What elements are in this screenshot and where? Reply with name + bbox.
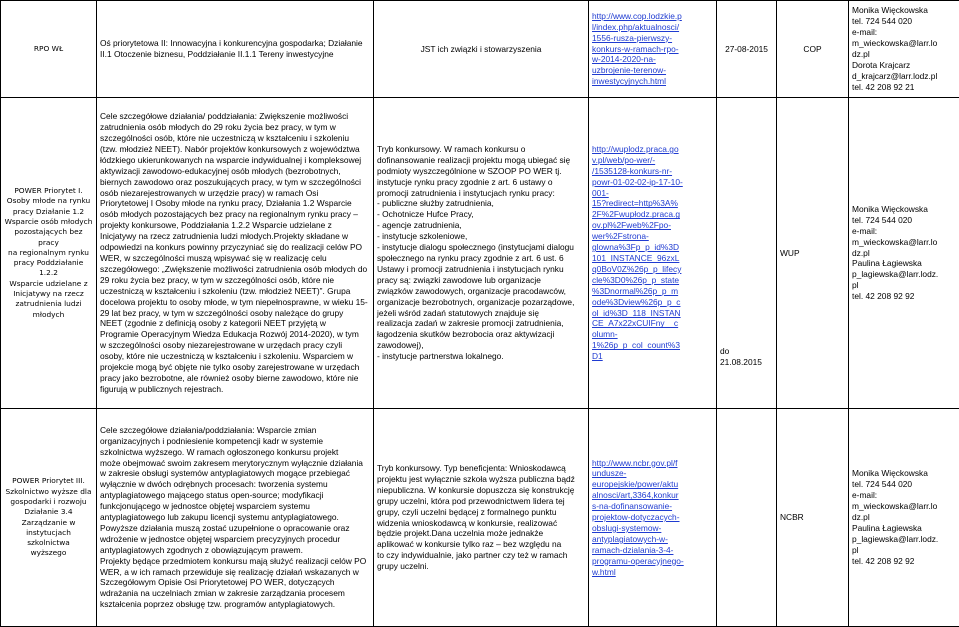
deadline-cell <box>717 409 777 627</box>
program-cell: POWER Priorytet III. Szkolnictwo wyższe dla gospodarki i rozwoju Działanie 3.4 Zarządzanie w instytucjach szkolnictwa wyższego <box>1 409 97 627</box>
deadline-cell: do 21.08.2015 <box>717 98 777 409</box>
table-row <box>1 98 959 409</box>
institution-cell: COP <box>777 1 849 98</box>
recipients-cell: Tryb konkursowy. W ramach konkursu o dofinansowanie realizacji projektu mogą ubiegać się podmioty wyszczególnione w SZOOP PO WER tj. instytucje rynku pracy zgodnie z art. 6 ustawy o promocji zatrudnienia i instytucjach rynku pracy: - publiczne służby zatrudnienia, - Ochotnicze Hufce Pracy, - agencje zatrudnienia, - instytucje szkoleniowe, - instytucje dialogu społecznego (instytucjami dialogu społecznego na rynku pracy zgodnie z art. 6 ust. 6 Ustawy i promocji zatrudnienia i instytucjach rynku pracy są: związki zawodowe lub organizacje związków zawodowych, organizacje pracodawców, organizacje bezrobotnych, organizacje pozarządowe, jeżeli wśród zadań statutowych znajduje się realizacja zadań w zakresie promocji zatrudnienia, łagodzenia skutków bezrobocia oraz aktywizacji zawodowej), - instytucje partnerstwa lokalnego. <box>374 98 589 409</box>
call-link[interactable]: http://www.cop.lodzkie.p l/index.php/aktualnosci/ 1556-rusza-pierwszy- konkurs-w-ramach-rpo- w-2014-2020-na- uzbrojenie-terenow- inwestycyjnych.html <box>589 1 717 98</box>
contact-cell: Monika Więckowska tel. 724 544 020 e-mail: m_wieckowska@larr.lo dz.pl Paulina Łagiewska p_lagiewska@larr.lodz. pl tel. 42 208 92 92 <box>849 409 959 627</box>
table-row <box>1 409 959 627</box>
call-link[interactable]: http://wuplodz.praca.go v.pl/web/po-wer/- /1535128-konkurs-nr- powr-01-02-02-ip-17-10- 001- 15?redirect=http%3A% 2F%2Fwupłodz.praca.g ov.pl%2Fweb%2Fpo- wer%2Fstrona- glowna%3Fp_p_id%3D 101_INSTANCE_96zxL q0BoV0Z%26p_p_lifecy cle%3D0%26p_p_state %3Dnormal%26p_p_m ode%3Dview%26p_p_c ol_id%3D_118_INSTAN CE_A7x22xCUIFny__c olumn- 1%26p_p_col_count%3 D1 <box>589 98 717 409</box>
contact-cell: Monika Więckowska tel. 724 544 020 e-mail: m_wieckowska@larr.lo dz.pl Paulina Łagiewska p_lagiewska@larr.lodz. pl tel. 42 208 92 92 <box>849 98 959 409</box>
contact-cell: Monika Więckowska tel. 724 544 020 e-mail: m_wieckowska@larr.lo dz.pl Dorota Krajcarz d_krajcarz@larr.lodz.pl tel. 42 208 92 21 <box>849 1 959 98</box>
description-cell: Cele szczegółowe działania/poddziałania: Wsparcie zmian organizacyjnych i podniesienie kompetencji kadr w systemie szkolnictwa wyższego. W ramach ogłoszonego konkursu projekt może obejmować swoim zakresem merytorycznym wyłącznie działania w zakresie obsługi systemów antyplagiatowych mogące przebiegać wyłącznie w dwóch odrębnych procesach: tworzenia systemu antyplagiatowego mającego status open-source; modyfikacji funkcjonującego w jednostce objętej wsparciem systemu antyplagiatowego lub zakupu licencji systemu antyplagiatowego. Powyższe działania muszą zostać uzupełnione o opracowanie oraz wdrożenie w jednostce objętej wsparciem precyzyjnych procedur antyplagiatowych zgodnych z obowiązującym prawem. Projekty będące przedmiotem konkursu mają służyć realizacji celów PO WER, a w ich ramach przewiduje się realizację działań wskazanych w Szczegółowym Opisie Osi Priorytetowej PO WER, dotyczących wdrażania na uczelniach zmian w zakresie zarządzania procesem kształcenia poprzez obsługę tzw. programów antyplagiatowych. <box>97 409 374 627</box>
description-cell: Cele szczegółowe działania/ poddziałania: Zwiększenie możliwości zatrudnienia osób młodych do 29 roku życia bez pracy, w tym w szczególności osób, które nie uczestniczą w kształceniu i szkoleniu (tzw. młodzież NEET). Nabór projektów konkursowych z województwa łódzkiego ukierunkowanych na wsparcie indywidualnej i kompleksowej aktywizacji zawodowo-edukacyjnej osób młodych (bezrobotnych, biernych zawodowo oraz poszukujących pracy, w tym w szczególności osób niezarejestrowanych w urzędzie pracy) w ramach Osi Priorytetowej I Osoby młode na rynku pracy, Działania 1.2 Wsparcie osób młodych pozostających bez pracy na regionalnym rynku pracy – projekty konkursowe, Poddziałania 1.2.2 Wsparcie udzielane z Inicjatywy na rzecz zatrudnienia ludzi młodych.Projekty składane w odpowiedzi na konkurs powinny przyczyniać się do realizacji celów PO WER, w szczególności muszą wpisywać się w realizację celu szczegółowego: „Zwiększenie możliwości zatrudnienia osób młodych do 29 roku życia bez pracy, w tym w szczególności osób, które nie uczestniczą w kształceniu i szkoleniu (tzw. młodzież NEET)”. Grupa docelowa projektu to osoby młode, w tym niepełnosprawne, w wieku 15- 29 lat bez pracy, w tym w szczególności osoby należące do grupy NEET (zgodnie z definicją osoby z kategorii NEET przyjętą w Programie Operacyjnym Wiedza Edukacja Rozwój 2014-2020), w tym w szczególności osoby niezarejestrowane w urzędach pracy czyli osoby, które nie uczestniczą w kształceniu i szkoleniu. Wsparciem w projekcie mogą być objęte nie tylko osoby zarejestrowane w urzędach pracy jako bezrobotne, ale również osoby bierne zawodowo, które nie figurują w publicznych rejestrach. <box>97 98 374 409</box>
program-cell: POWER Priorytet I. Osoby młode na rynku pracy Działanie 1.2 Wsparcie osób młodych pozostających bez pracy na regionalnym rynku pracy Poddziałanie 1.2.2 Wsparcie udzielane z Inicjatywy na rzecz zatrudnienia ludzi młodych <box>1 98 97 409</box>
call-link[interactable]: http://www.ncbr.gov.pl/f undusze- europejskie/power/aktu alnosci/art,3364,konkur s-na-dofinansowanie- projektow-dotyczacych- obslugi-systemow- antyplagiatowych-w- ramach-dzialania-3-4- programu-operacyjnego- w.html <box>589 409 717 627</box>
institution-cell: WUP <box>777 98 849 409</box>
recipients-cell: JST ich związki i stowarzyszenia <box>374 1 589 98</box>
recipients-cell: Tryb konkursowy. Typ beneficjenta: Wnioskodawcą projektu jest wyłącznie szkoła wyższa publiczna bądź niepubliczna. W konkursie dopuszcza się konstrukcję grupy uczelni, która pod przewodnictwem lidera tej grupy, czyli uczelni będącej z formalnego punktu widzenia wnioskodawcą w konkursie, realizować będzie projekt.Dana uczelnia może jednakże aplikować w konkursie tylko raz – bez względu na to czy indywidualnie, jako partner czy też w ramach grupy uczelni. <box>374 409 589 627</box>
deadline-cell: 27-08-2015 <box>717 1 777 98</box>
table-row <box>1 1 959 98</box>
program-cell: RPO WŁ <box>1 1 97 98</box>
institution-cell: NCBR <box>777 409 849 627</box>
priority-cell: Oś priorytetowa II: Innowacyjna i konkurencyjna gospodarka; Działanie II.1 Otoczenie biznesu, Poddziałanie II.1.1 Tereny inwestycyjne <box>97 1 374 98</box>
